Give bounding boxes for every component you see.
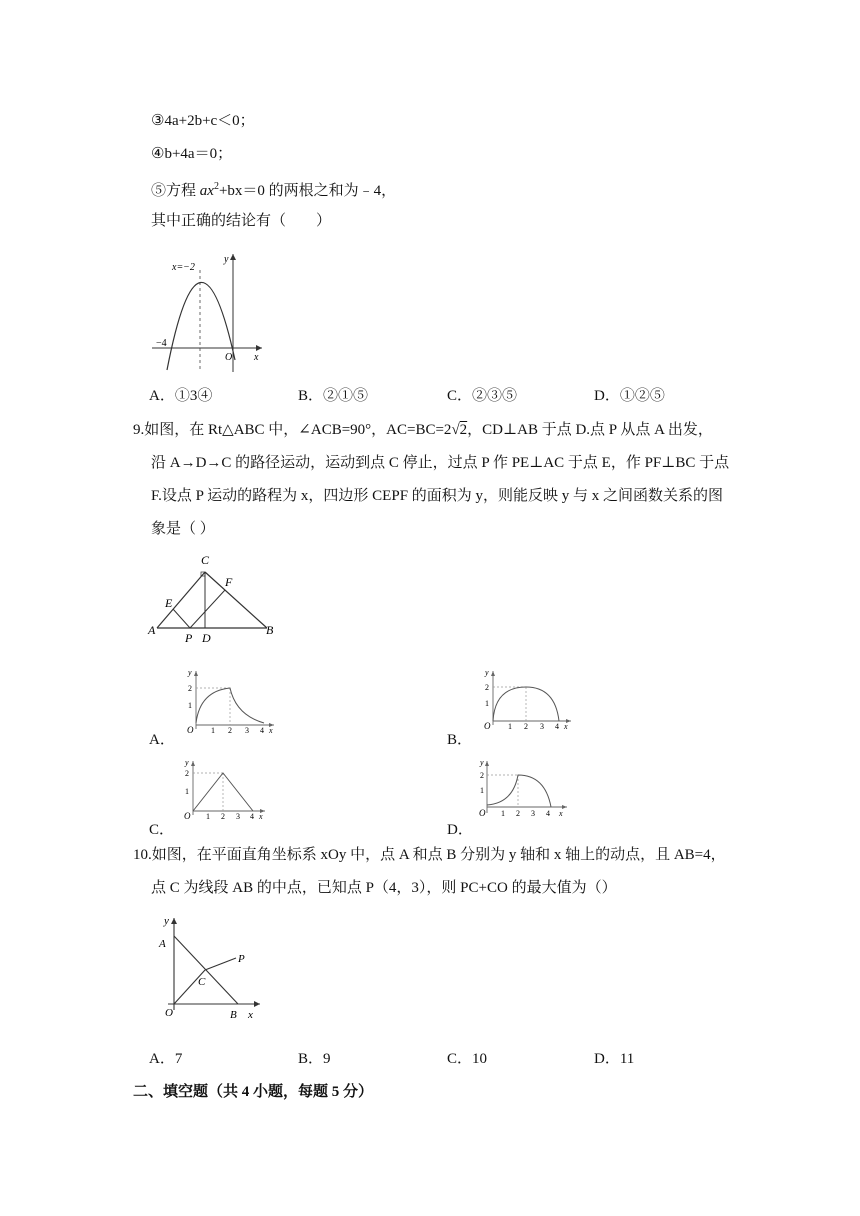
q10-option-b[interactable] xyxy=(298,1047,331,1068)
q9-option-d[interactable]: D． xyxy=(447,822,473,838)
q10-line-1: 10.如图，在平面直角坐标系 xOy 中，点 A 和点 B 分别为 y 轴和 x 轴上的动点，且 AB=4， xyxy=(133,847,726,863)
origin: O xyxy=(484,721,491,731)
option-letter: C． xyxy=(447,388,473,404)
section-heading-fill-in: 二、填空题（共 4 小题，每题 5 分） xyxy=(133,1084,374,1100)
statement-4: ④b+4a＝0； xyxy=(151,146,233,162)
label-a: A xyxy=(148,623,156,637)
tick-4: 4 xyxy=(260,726,264,735)
label-f: F xyxy=(225,575,233,589)
q8-y-label: y xyxy=(224,254,229,265)
origin: O xyxy=(184,811,191,821)
axis-y: y xyxy=(185,758,189,767)
option-letter: C． xyxy=(447,1051,473,1067)
q9-graph-a xyxy=(178,665,278,735)
tick-1: 1 xyxy=(480,786,484,795)
q9-stem xyxy=(133,414,733,546)
tick-3: 3 xyxy=(531,809,535,818)
tick-2: 2 xyxy=(480,771,484,780)
axis-x: x xyxy=(259,812,263,821)
label-e: E xyxy=(165,596,173,610)
origin: O xyxy=(479,808,486,818)
statement-3: ③4a+2b+c＜0； xyxy=(151,113,255,129)
tick-1: 1 xyxy=(206,812,210,821)
q8-origin-label: O xyxy=(225,352,233,363)
q10-option-d[interactable] xyxy=(594,1047,634,1068)
tick-1: 1 xyxy=(188,701,192,710)
tick-4: 4 xyxy=(250,812,254,821)
q8-option-b[interactable] xyxy=(298,384,368,405)
q8-axis-of-symmetry-label: x=−2 xyxy=(172,262,195,273)
option-text: ②①⑤ xyxy=(323,388,369,404)
q9-line-1 xyxy=(133,414,733,447)
label-c: C xyxy=(198,976,206,988)
axis-x: x xyxy=(559,809,563,818)
tick-3: 3 xyxy=(236,812,240,821)
statement-5-term: ax xyxy=(199,183,214,199)
label-o: O xyxy=(165,1007,173,1019)
option-letter: B． xyxy=(298,1051,324,1067)
statement-5-prefix: ⑤方程 xyxy=(151,183,200,199)
label-b: B xyxy=(230,1009,237,1021)
tick-2: 2 xyxy=(185,769,189,778)
label-x: x xyxy=(248,1009,253,1021)
label-d: D xyxy=(202,631,211,645)
q10-coordinate-figure xyxy=(150,910,265,1025)
option-letter: D． xyxy=(594,1051,620,1067)
q9-line-3: F.设点 P 运动的路程为 x，四边形 CEPF 的面积为 y，则能反映 y 与 x 之间函数关系的图 xyxy=(151,488,724,504)
q8-prompt: 其中正确的结论有（ ） xyxy=(151,213,332,229)
option-text: 10 xyxy=(472,1051,488,1067)
label-p: P xyxy=(238,953,245,965)
sqrt-radicand: 2 xyxy=(459,422,468,438)
axis-x: x xyxy=(269,726,273,735)
label-c: C xyxy=(201,553,210,567)
q8-left-root-label: −4 xyxy=(156,338,167,349)
q9-line-2: 沿 A→D→C 的路径运动，运动到点 C 停止，过点 P 作 PE⊥AC 于点 E，作 PF⊥BC 于点 xyxy=(151,455,730,471)
label-p: P xyxy=(185,631,193,645)
q10-option-c[interactable] xyxy=(447,1047,487,1068)
q10-line-2: 点 C 为线段 AB 的中点，已知点 P（4，3），则 PC+CO 的最大值为（） xyxy=(151,880,617,896)
q9-graph-c xyxy=(175,755,275,825)
tick-3: 3 xyxy=(245,726,249,735)
axis-y: y xyxy=(188,668,192,677)
q10-option-a[interactable] xyxy=(149,1047,182,1068)
tick-1: 1 xyxy=(501,809,505,818)
tick-2: 2 xyxy=(188,684,192,693)
statement-5-exponent: 2 xyxy=(213,181,219,192)
q8-option-a[interactable] xyxy=(149,384,212,405)
q8-parabola-graph xyxy=(150,250,265,375)
axis-y: y xyxy=(485,668,489,677)
q9-graph-d xyxy=(475,755,575,825)
tick-2: 2 xyxy=(516,809,520,818)
option-text: ①②⑤ xyxy=(619,388,665,404)
q9-triangle-figure xyxy=(145,550,285,645)
tick-3: 3 xyxy=(540,722,544,731)
q9-option-c[interactable]: C． xyxy=(149,822,175,838)
statement-5 xyxy=(151,176,396,202)
label-a: A xyxy=(159,938,166,950)
tick-2: 2 xyxy=(221,812,225,821)
option-letter: D． xyxy=(594,388,620,404)
tick-2: 2 xyxy=(485,683,489,692)
label-y: y xyxy=(164,915,169,927)
option-letter: A． xyxy=(149,388,175,404)
option-letter: B． xyxy=(298,388,324,404)
tick-2: 2 xyxy=(228,726,232,735)
option-letter: A． xyxy=(149,1051,175,1067)
option-text: ①3④ xyxy=(174,388,213,404)
sqrt-symbol: √2 xyxy=(451,422,468,438)
tick-1: 1 xyxy=(185,787,189,796)
option-text: 11 xyxy=(619,1051,635,1067)
q8-option-d[interactable] xyxy=(594,384,665,405)
q9-line-1a: 9.如图，在 Rt△ABC 中，∠ACB=90°，AC=BC=2 xyxy=(133,422,452,438)
q9-graph-b xyxy=(475,665,575,735)
tick-1: 1 xyxy=(508,722,512,731)
q8-x-label: x xyxy=(254,352,259,363)
q9-line-4: 象是（ ） xyxy=(151,521,215,537)
q9-option-a[interactable]: A． xyxy=(149,732,175,748)
origin: O xyxy=(187,725,194,735)
tick-4: 4 xyxy=(546,809,550,818)
option-text: ②③⑤ xyxy=(472,388,518,404)
q9-line-1b: ，CD⊥AB 于点 D.点 P 从点 A 出发， xyxy=(467,422,713,438)
option-text: 9 xyxy=(323,1051,331,1067)
tick-1: 1 xyxy=(211,726,215,735)
q8-option-c[interactable] xyxy=(447,384,517,405)
label-b: B xyxy=(266,623,274,637)
axis-x: x xyxy=(564,722,568,731)
axis-y: y xyxy=(480,758,484,767)
statement-5-suffix: +bx＝0 的两根之和为﹣4， xyxy=(218,183,397,199)
tick-2: 2 xyxy=(524,722,528,731)
q9-option-b[interactable]: B． xyxy=(447,732,473,748)
q10-stem xyxy=(133,839,733,905)
option-text: 7 xyxy=(174,1051,183,1067)
tick-1: 1 xyxy=(485,699,489,708)
tick-4: 4 xyxy=(555,722,559,731)
